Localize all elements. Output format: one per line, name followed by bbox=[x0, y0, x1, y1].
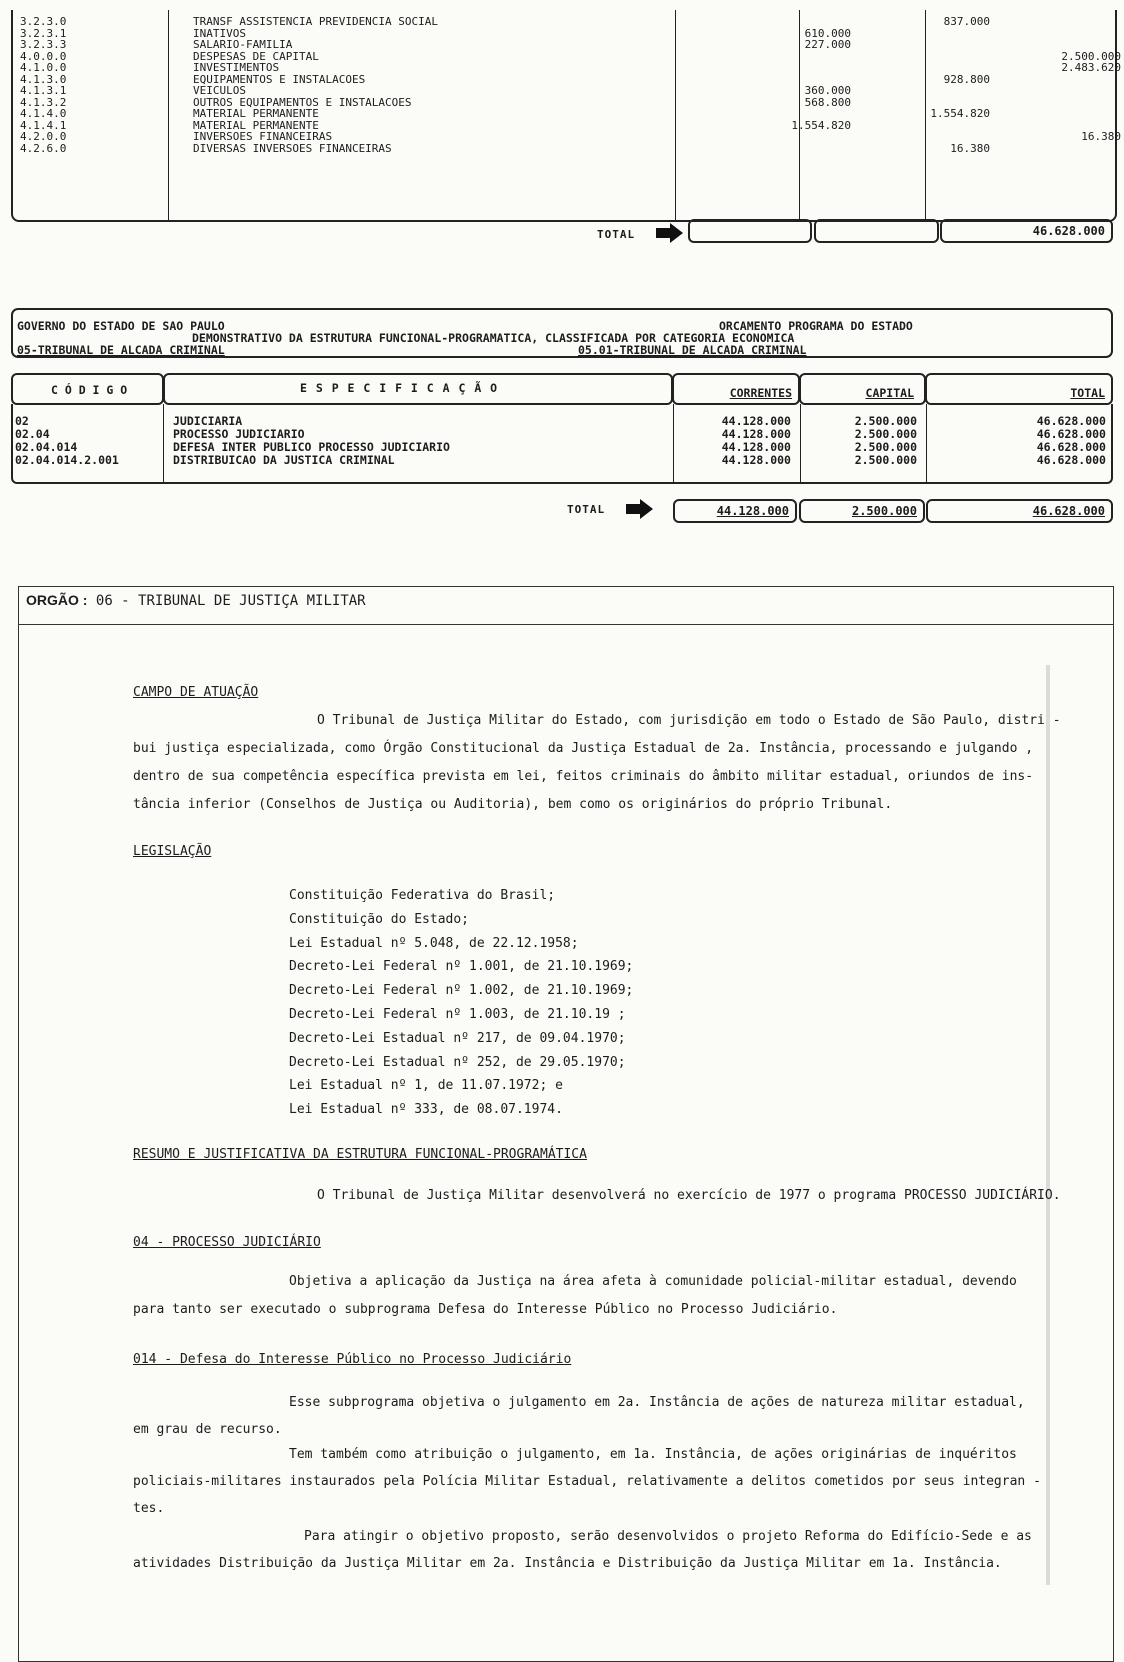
header-governo: GOVERNO DO ESTADO DE SAO PAULO bbox=[17, 319, 225, 333]
law-item: Decreto-Lei Federal nº 1.001, de 21.10.1969; bbox=[289, 959, 634, 975]
program-code: 02.04.014.2.001 bbox=[15, 453, 119, 467]
header-orcamento: ORCAMENTO PROGRAMA DO ESTADO bbox=[719, 319, 913, 333]
account-description: TRANSF ASSISTENCIA PREVIDENCIA SOCIAL bbox=[193, 15, 439, 28]
header-demonstrativo: DEMONSTRATIVO DA ESTRUTURA FUNCIONAL-PROGRAMATICA, CLASSIFICADA POR CATEGORIA ECONOMICA bbox=[192, 331, 795, 345]
total-total-box: 46.628.000 bbox=[926, 499, 1113, 523]
capital-label: CAPITAL bbox=[865, 386, 914, 400]
col-header-capital bbox=[799, 373, 926, 405]
codigo-label: C Ó D I G O bbox=[51, 383, 128, 397]
campo-line: O Tribunal de Justiça Militar do Estado, com jurisdição em todo o Estado de São Paulo, distri - bbox=[317, 713, 1061, 728]
program-code: 02.04 bbox=[15, 427, 50, 441]
law-item: Decreto-Lei Federal nº 1.003, de 21.10.19 ; bbox=[289, 1007, 626, 1022]
subprograma-014-title: 014 - Defesa do Interesse Público no Processo Judiciário bbox=[133, 1352, 572, 1367]
capital-cell: 2.500.000 bbox=[854, 440, 917, 454]
arrow-right-icon bbox=[654, 222, 684, 244]
account-description: VEICULOS bbox=[193, 84, 246, 97]
value-cell: 610.000 bbox=[804, 26, 851, 40]
demonstrativo-header bbox=[11, 308, 1113, 358]
account-code: 4.0.0.0 bbox=[20, 49, 67, 63]
law-item: Decreto-Lei Estadual nº 252, de 29.05.1970; bbox=[289, 1054, 626, 1070]
law-item: Constituição Federativa do Brasil; bbox=[289, 888, 556, 903]
account-description: EQUIPAMENTOS E INSTALACOES bbox=[193, 72, 366, 86]
value-cell: 2.483.620 bbox=[1061, 61, 1121, 74]
account-code: 4.1.0.0 bbox=[20, 61, 67, 74]
header-unidade: 05.01-TRIBUNAL DE ALCADA CRIMINAL bbox=[578, 343, 807, 357]
column-divider bbox=[163, 404, 164, 482]
total-correntes-box bbox=[688, 219, 812, 243]
program-description: DEFESA INTER PUBLICO PROCESSO JUDICIARIO bbox=[173, 440, 450, 454]
law-item: Lei Estadual nº 5.048, de 22.12.1958; bbox=[289, 935, 579, 951]
legislacao-title: LEGISLAÇÃO bbox=[133, 844, 212, 859]
total-label: TOTAL bbox=[1070, 386, 1105, 400]
program-code: 02 bbox=[15, 414, 29, 428]
total-total-box: 46.628.000 bbox=[940, 219, 1113, 243]
program-description: JUDICIARIA bbox=[173, 414, 243, 428]
col-header-especificacao bbox=[163, 373, 673, 405]
account-code: 4.2.0.0 bbox=[20, 130, 67, 143]
account-description: DESPESAS DE CAPITAL bbox=[193, 49, 319, 63]
total-cell: 46.628.000 bbox=[1036, 440, 1106, 454]
column-divider bbox=[800, 404, 801, 482]
value-cell: 360.000 bbox=[804, 84, 851, 97]
law-item: Lei Estadual nº 1, de 11.07.1972; e bbox=[289, 1078, 563, 1094]
p04-line: Objetiva a aplicação da Justiça na área afeta à comunidade policial-militar estadual, devendo bbox=[289, 1274, 1017, 1289]
p014-line: Esse subprograma objetiva o julgamento em 2a. Instância de ações de natureza militar estadual, bbox=[289, 1395, 1025, 1410]
total-correntes-box: 44.128.000 bbox=[673, 499, 797, 523]
account-code: 3.2.3.0 bbox=[20, 15, 67, 28]
capital-cell: 2.500.000 bbox=[854, 414, 917, 428]
total-label: TOTAL bbox=[567, 503, 606, 516]
value-cell: 568.800 bbox=[804, 95, 851, 109]
value-cell: 227.000 bbox=[804, 38, 851, 51]
account-code: 4.2.6.0 bbox=[20, 141, 67, 155]
demonstrativo-body bbox=[11, 404, 1113, 484]
account-description: MATERIAL PERMANENTE bbox=[193, 107, 319, 120]
total-capital-box bbox=[814, 219, 939, 243]
value-cell: 928.800 bbox=[943, 72, 990, 86]
scan-mark bbox=[1046, 665, 1050, 1585]
account-description: INVESTIMENTOS bbox=[193, 61, 280, 74]
account-code: 3.2.3.1 bbox=[20, 26, 67, 40]
program-description: PROCESSO JUDICIARIO bbox=[173, 427, 305, 441]
orgao-label: ORGÃO : bbox=[26, 592, 88, 608]
account-code: 3.2.3.3 bbox=[20, 38, 67, 51]
divider bbox=[18, 624, 1114, 625]
account-description: INATIVOS bbox=[193, 26, 246, 40]
account-description: MATERIAL PERMANENTE bbox=[193, 118, 319, 132]
capital-cell: 2.500.000 bbox=[854, 427, 917, 441]
col-header-codigo bbox=[11, 373, 164, 405]
program-code: 02.04.014 bbox=[15, 440, 78, 454]
resumo-title: RESUMO E JUSTIFICATIVA DA ESTRUTURA FUNCIONAL-PROGRAMÁTICA bbox=[133, 1147, 587, 1162]
col-header-correntes bbox=[672, 373, 800, 405]
total-cell: 46.628.000 bbox=[1036, 414, 1106, 428]
campo-line: bui justiça especializada, como Órgão Constitucional da Justiça Estadual de 2a. Instância, processando e julgando , bbox=[133, 741, 1034, 756]
account-code: 4.1.4.1 bbox=[20, 118, 67, 132]
account-code: 4.1.4.0 bbox=[20, 107, 67, 120]
total-label: TOTAL bbox=[597, 228, 636, 241]
program-description: DISTRIBUICAO DA JUSTICA CRIMINAL bbox=[173, 453, 395, 467]
orgao-name: 06 - TRIBUNAL DE JUSTIÇA MILITAR bbox=[95, 593, 366, 609]
arrow-right-icon bbox=[624, 498, 654, 520]
total-capital-box: 2.500.000 bbox=[799, 499, 925, 523]
p014-line: Para atingir o objetivo proposto, serão desenvolvidos o projeto Reforma do Edifício-Sede e as bbox=[304, 1529, 1032, 1544]
account-code: 4.1.3.0 bbox=[20, 72, 67, 86]
campo-line: tância inferior (Conselhos de Justiça ou Auditoria), bem como os originários do próprio Tribunal. bbox=[133, 797, 893, 812]
programa-04-title: 04 - PROCESSO JUDICIÁRIO bbox=[133, 1235, 321, 1250]
total-cell: 46.628.000 bbox=[1036, 427, 1106, 441]
law-item: Decreto-Lei Estadual nº 217, de 09.04.1970; bbox=[289, 1030, 626, 1046]
correntes-label: CORRENTES bbox=[729, 386, 792, 400]
account-description: OUTROS EQUIPAMENTOS E INSTALACOES bbox=[193, 95, 412, 109]
resumo-line: O Tribunal de Justiça Militar desenvolverá no exercício de 1977 o programa PROCESSO JUDICIÁRIO. bbox=[317, 1188, 1061, 1203]
orgao-title bbox=[26, 592, 366, 609]
header-orgao: 05-TRIBUNAL DE ALCADA CRIMINAL bbox=[17, 343, 225, 357]
value-cell: 16.380 bbox=[1081, 130, 1121, 143]
correntes-cell: 44.128.000 bbox=[721, 427, 791, 441]
value-cell: 1.554.820 bbox=[791, 118, 851, 132]
p014-line: atividades Distribuição da Justiça Militar em 2a. Instância e Distribuição da Justiça Militar em 1a. Instância. bbox=[133, 1556, 1002, 1571]
especificacao-label: E S P E C I F I C A Ç Ã O bbox=[300, 381, 499, 395]
value-cell: 1.554.820 bbox=[930, 107, 990, 120]
law-item: Lei Estadual nº 333, de 08.07.1974. bbox=[289, 1102, 563, 1118]
law-item: Decreto-Lei Federal nº 1.002, de 21.10.1969; bbox=[289, 983, 634, 999]
account-code: 4.1.3.2 bbox=[20, 95, 67, 109]
correntes-cell: 44.128.000 bbox=[721, 453, 791, 467]
p014-line: Tem também como atribuição o julgamento, em 1a. Instância, de ações originárias de inquéritos bbox=[289, 1447, 1017, 1462]
p04-line: para tanto ser executado o subprograma Defesa do Interesse Público no Processo Judiciário. bbox=[133, 1302, 838, 1317]
value-cell: 837.000 bbox=[943, 15, 990, 28]
p014-line: policiais-militares instaurados pela Polícia Militar Estadual, relativamente a delitos cometidos por seus integran - bbox=[133, 1474, 1041, 1489]
law-item: Constituição do Estado; bbox=[289, 911, 470, 927]
total-cell: 46.628.000 bbox=[1036, 453, 1106, 467]
expense-table bbox=[11, 10, 1121, 222]
p014-line: em grau de recurso. bbox=[133, 1422, 282, 1437]
p014-line: tes. bbox=[133, 1501, 165, 1516]
capital-cell: 2.500.000 bbox=[854, 453, 917, 467]
value-cell: 2.500.000 bbox=[1061, 49, 1121, 63]
account-code: 4.1.3.1 bbox=[20, 84, 67, 97]
correntes-cell: 44.128.000 bbox=[721, 440, 791, 454]
campo-line: dentro de sua competência específica prevista em lei, feitos criminais do âmbito militar estadual, oriundos de ins- bbox=[133, 769, 1034, 784]
account-description: INVERSOES FINANCEIRAS bbox=[193, 130, 333, 143]
column-divider bbox=[673, 404, 674, 482]
column-divider bbox=[926, 404, 927, 482]
correntes-cell: 44.128.000 bbox=[721, 414, 791, 428]
account-description: SALARIO-FAMILIA bbox=[193, 38, 293, 51]
value-cell: 16.380 bbox=[950, 141, 990, 155]
account-description: DIVERSAS INVERSOES FINANCEIRAS bbox=[193, 141, 392, 155]
campo-title: CAMPO DE ATUAÇÃO bbox=[133, 685, 259, 700]
col-header-total bbox=[925, 373, 1113, 405]
